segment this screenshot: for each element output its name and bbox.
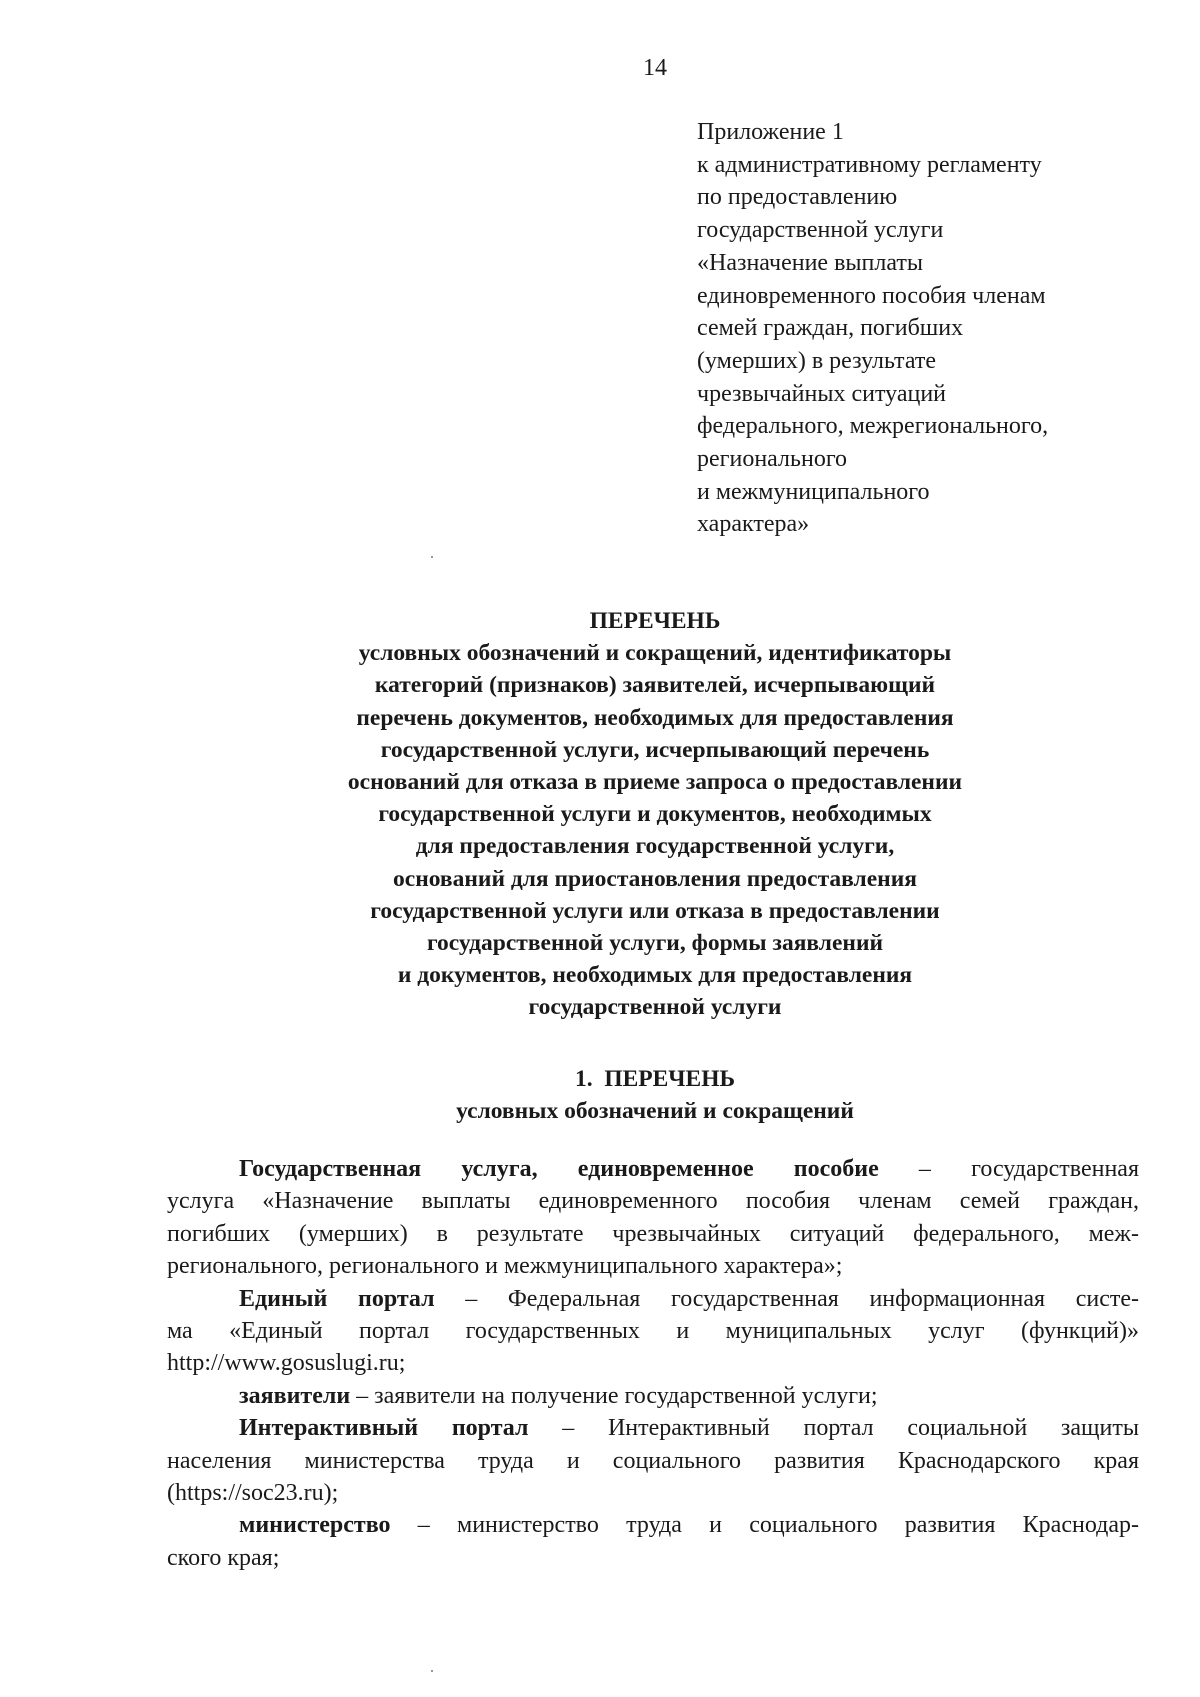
- title-line: государственной услуги, формы заявлений: [426, 930, 884, 957]
- definition-term: заявители: [239, 1382, 351, 1409]
- scan-speck: [431, 1670, 433, 1672]
- definition-text: – заявители на получение государственной услуги;: [350, 1382, 878, 1409]
- title-line: государственной услуги, исчерпывающий перечень: [380, 736, 930, 763]
- section-heading: 1. ПЕРЕЧЕНЬ: [574, 1066, 736, 1092]
- definition-line: населения министерства труда и социального развития Краснодарского края: [167, 1447, 1139, 1474]
- title-line: перечень документов, необходимых для предоставления: [356, 704, 954, 731]
- appendix-line: к административному регламенту: [697, 151, 1042, 178]
- title-line: государственной услуги или отказа в предоставлении: [370, 897, 940, 924]
- definition-line: ского края;: [167, 1544, 280, 1571]
- page-number: 14: [643, 55, 667, 81]
- definition-term: Государственная услуга, единовременное пособие: [239, 1156, 879, 1182]
- appendix-line: чрезвычайных ситуаций: [697, 380, 947, 407]
- definition-first-line: [167, 1153, 1139, 1185]
- title-line: условных обозначений и сокращений, идентификаторы: [358, 640, 952, 667]
- definition-line: услуга «Назначение выплаты единовременного пособия членам семей граждан,: [167, 1188, 1139, 1215]
- title-line: государственной услуги и документов, необходимых: [378, 801, 932, 828]
- definition-first-line: [167, 1509, 1139, 1541]
- title-line: оснований для отказа в приеме запроса о предоставлении: [347, 769, 963, 796]
- document-title: [200, 605, 1110, 1024]
- definition-term: Интерактивный портал: [239, 1415, 529, 1442]
- definition-link: (https://soc23.ru);: [167, 1480, 339, 1507]
- definition-term: Единый портал: [239, 1285, 435, 1312]
- scan-speck: [431, 556, 433, 558]
- definition-link: http://www.gosuslugi.ru;: [167, 1350, 406, 1377]
- definition-first-line: [167, 1380, 1139, 1412]
- appendix-line: (умерших) в результате: [697, 347, 936, 374]
- appendix-header: [697, 116, 1167, 541]
- definition-text: – Интерактивный портал социальной защиты: [528, 1415, 1139, 1442]
- appendix-line: характера»: [697, 511, 810, 538]
- appendix-line: федерального, межрегионального,: [697, 413, 1049, 440]
- definition-first-line: [167, 1412, 1139, 1444]
- definition-line: погибших (умерших) в результате чрезвычайных ситуаций федерального, меж-: [167, 1220, 1139, 1247]
- title-line: ПЕРЕЧЕНЬ: [589, 608, 721, 634]
- section-subheading: условных обозначений и сокращений: [456, 1098, 854, 1124]
- definition-first-line: [167, 1283, 1139, 1315]
- appendix-line: «Назначение выплаты: [697, 249, 923, 276]
- appendix-line: семей граждан, погибших: [697, 315, 964, 342]
- definition-text: – Федеральная государственная информационная систе-: [434, 1285, 1139, 1312]
- definition-term: министерство: [239, 1512, 391, 1539]
- appendix-line: единовременного пособия членам: [697, 282, 1046, 309]
- section-1-title: [200, 1063, 1110, 1127]
- definition-line: ма «Единый портал государственных и муниципальных услуг (функций)»: [167, 1318, 1139, 1345]
- title-line: государственной услуги: [528, 994, 782, 1021]
- appendix-line: и межмуниципального: [697, 478, 930, 505]
- definition-text: – министерство труда и социального развития Краснодар-: [390, 1512, 1139, 1539]
- title-line: категорий (признаков) заявителей, исчерпывающий: [374, 672, 936, 699]
- appendix-line: по предоставлению: [697, 184, 898, 211]
- definition-line: регионального, регионального и межмуниципального характера»;: [167, 1253, 843, 1280]
- appendix-line: регионального: [697, 446, 848, 473]
- title-line: и документов, необходимых для предоставления: [397, 962, 913, 989]
- title-line: для предоставления государственной услуги,: [415, 833, 895, 860]
- appendix-line: государственной услуги: [697, 217, 944, 244]
- title-line: оснований для приостановления предоставления: [393, 865, 917, 892]
- definition-text: – государственная: [878, 1156, 1139, 1182]
- appendix-line: Приложение 1: [697, 119, 844, 145]
- definitions-list: [167, 1153, 1139, 1574]
